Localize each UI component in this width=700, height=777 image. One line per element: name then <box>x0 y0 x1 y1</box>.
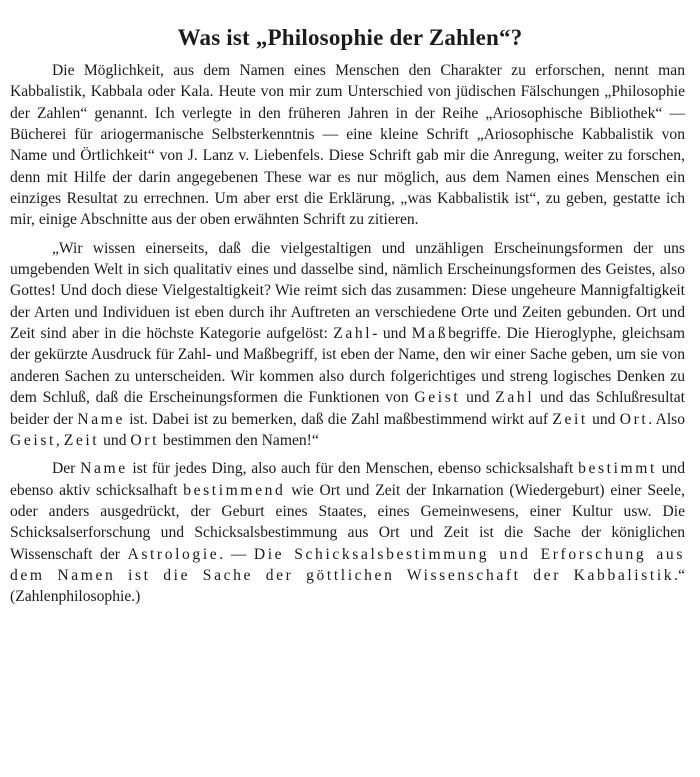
spaced-emphasis: Ort <box>130 431 160 449</box>
text-run: . Also <box>648 410 686 428</box>
paragraph <box>10 60 685 231</box>
text-run: „Wir wissen einerseits, daß die vielgestaltigen und unzähligen Erscheinungsformen der uns umgebenden Welt in sich qualitativ eines und dasselbe sind, nämlich Erscheinungsformen des Geistes, also Gottes! Und doch diese Vielgestaltigkeit? Wie reimt sich das zusammen: Diese ungeheure Mannigfaltigkeit der Arten und Individuen ist eben durch ihr Auftreten an verschiedene Orte und Zeiten gebunden. Ort und Zeit sind aber in die höchste Kategorie aufgelöst: <box>10 239 685 343</box>
spaced-emphasis: Geist <box>10 431 56 449</box>
spaced-emphasis: Astrologie <box>127 545 220 563</box>
text-run: Der <box>52 460 81 478</box>
spaced-emphasis: Zeit <box>63 431 100 449</box>
text-run: und <box>587 410 620 428</box>
spaced-emphasis: Zeit <box>552 410 588 428</box>
text-run: und <box>460 389 496 407</box>
text-run: wie Ort und Zeit der Inkarnation (Wiedergeburt) einer Seele, oder anders ausgedrückt, der Geburt eines Staates, eines Gemeinwesens, einer Kultur usw. Die Schicksalserforschung und Schicksalsbestimmung aus Ort und Zeit ist die Sache der königlichen Wissenschaft der <box>10 481 685 563</box>
text-run: ist für jedes Ding, also auch für den Menschen, ebenso schicksalshaft <box>127 460 579 478</box>
text-run: bestimmen den Namen!“ <box>159 431 319 449</box>
text-run: , <box>55 431 64 449</box>
spaced-emphasis: Die Schicksalsbestimmung und Erforschung aus dem Namen ist die Sache der göttlichen Wissenschaft der Kabbalistik <box>10 545 685 584</box>
text-run: Die Möglichkeit, aus dem Namen eines Menschen den Charakter zu erforschen, nennt man Kabbalistik, Kabbala oder Kala. Heute von mir zum Unterschied von jüdischen Fälschungen „Philosophie der Zahlen“ genannt. Ich verlegte in den früheren Jahren in der Reihe „Ariosophische Bibliothek“ — Bücherei für ariogermanische Selbsterkenntnis — eine kleine Schrift „Ariosophische Kabbalistik von Name und Örtlichkeit“ von J. Lanz v. Liebenfels. Diese Schrift gab mir die Anregung, weiter zu forschen, denn mit Hilfe der darin angegebenen These war es nur möglich, aus dem Namen eines Menschen ein einziges Resultat zu errechnen. Um aber erst die Erklärung, „was Kabbalistik ist“, zu geben, gestatte ich mir, einige Abschnitte aus der oben erwähnten Schrift zu zitieren. <box>10 62 685 229</box>
spaced-emphasis: Geist <box>414 389 461 407</box>
text-run: ist. Dabei ist zu bemerken, daß die Zahl maßbestimmend wirkt auf <box>124 410 553 428</box>
spaced-emphasis: Name <box>80 460 128 478</box>
page-title: Was ist „Philosophie der Zahlen“? <box>177 25 523 51</box>
spaced-emphasis: Zahl <box>333 325 373 343</box>
document-body <box>10 60 685 608</box>
spaced-emphasis: Maß <box>411 325 449 343</box>
text-run: begriffe. Die Hieroglyphe, gleichsam der gekürzte Ausdruck für Zahl- und Maßbegriff, ist eben der Name, den wir einer Sache geben, um sie von anderen Sachen zu unterscheiden. Wir kommen also durch folgerichtiges und streng logisches Denken zu dem Schluß, daß die Erscheinungsformen die Funktionen von <box>10 325 685 407</box>
text-run: . — <box>219 545 254 563</box>
spaced-emphasis: Ort <box>619 410 649 428</box>
text-run: und ebenso aktiv schicksalhaft <box>10 460 686 499</box>
spaced-emphasis: bestimmt <box>578 460 657 478</box>
paragraph <box>10 238 685 451</box>
spaced-emphasis: Zahl <box>495 389 535 407</box>
spaced-emphasis: bestimmend <box>183 481 286 499</box>
text-run: und das Schlußresultat beider der <box>10 389 685 428</box>
text-run: - und <box>372 325 412 343</box>
text-run: und <box>99 431 131 449</box>
spaced-emphasis: Name <box>77 410 125 428</box>
paragraph <box>10 458 685 607</box>
text-run: .“ (Zahlenphilosophie.) <box>10 566 685 606</box>
